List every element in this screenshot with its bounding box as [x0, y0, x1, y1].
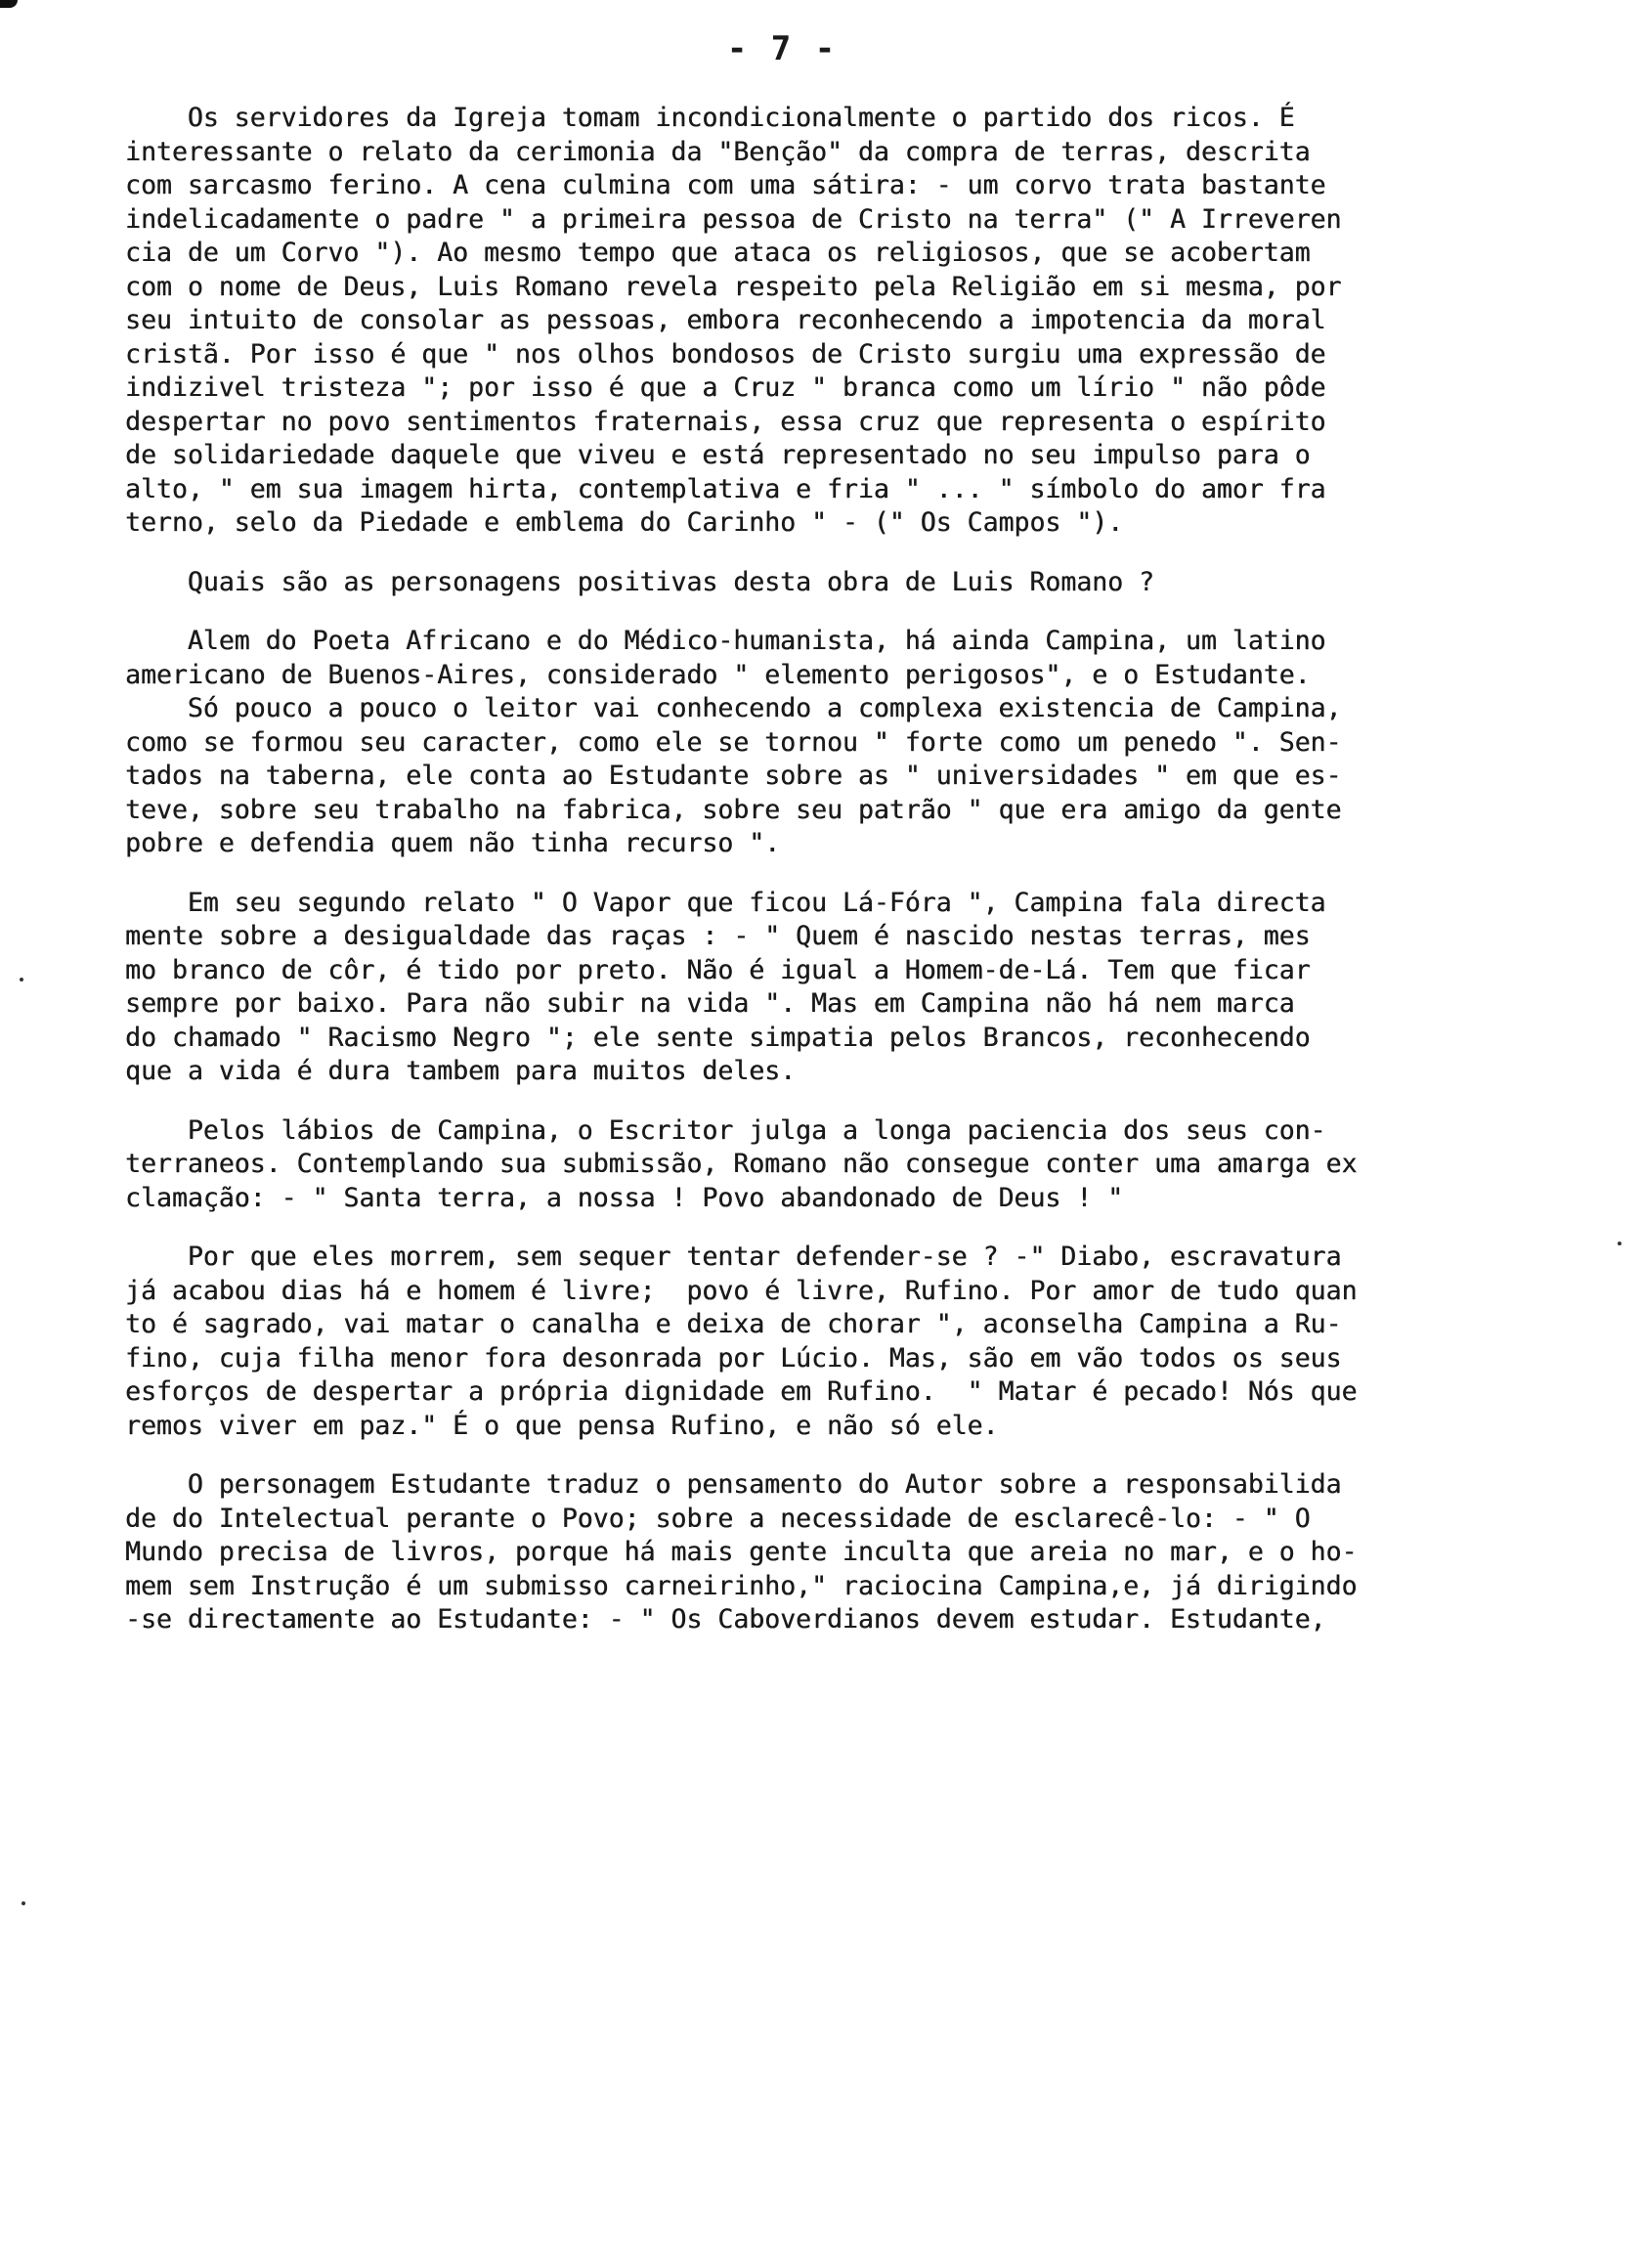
text-line: mo branco de côr, é tido por preto. Não é igual a Homem-de-Lá. Tem que ficar — [125, 954, 1311, 985]
paragraph — [125, 887, 1552, 1089]
paragraph — [125, 102, 1552, 541]
scan-speck — [1618, 1242, 1621, 1245]
text-line: de do Intelectual perante o Povo; sobre a necessidade de esclarecê-lo: - " O — [125, 1503, 1311, 1534]
text-line: esforços de despertar a própria dignidade em Rufino. " Matar é pecado! Nós que — [125, 1376, 1358, 1407]
text-line: como se formou seu caracter, como ele se tornou " forte como um penedo ". Sen- — [125, 726, 1342, 758]
text-line: fino, cuja filha menor fora desonrada por Lúcio. Mas, são em vão todos os seus — [125, 1342, 1342, 1374]
text-line: alto, " em sua imagem hirta, contemplativa e fria " ... " símbolo do amor fra — [125, 473, 1326, 504]
paragraph-gap — [125, 861, 1552, 887]
text-line: com sarcasmo ferino. A cena culmina com uma sátira: - um corvo trata bastante — [125, 170, 1326, 200]
text-line: Quais são as personagens positivas desta obra de Luis Romano ? — [187, 566, 1154, 597]
text-line: Por que eles morrem, sem sequer tentar defender-se ? -" Diabo, escravatura — [187, 1242, 1342, 1272]
text-line: cristã. Por isso é que " nos olhos bondosos de Cristo surgiu uma expressão de — [125, 338, 1326, 370]
text-line: seu intuito de consolar as pessoas, embora reconhecendo a impotencia da moral — [125, 305, 1326, 335]
scan-speck — [22, 1901, 25, 1905]
paragraph — [125, 1241, 1552, 1443]
scan-corner-mark — [0, 0, 18, 8]
text-line: americano de Buenos-Aires, considerado " elemento perigosos", e o Estudante. — [125, 659, 1311, 690]
text-line: despertar no povo sentimentos fraternais, essa cruz que representa o espírito — [125, 406, 1326, 437]
paragraph-gap — [125, 599, 1552, 625]
body-text — [125, 102, 1552, 1637]
text-line: teve, sobre seu trabalho na fabrica, sobre seu patrão " que era amigo da gente — [125, 794, 1342, 825]
text-line: tados na taberna, ele conta ao Estudante sobre as " universidades " em que es- — [125, 761, 1342, 791]
scan-speck — [20, 978, 23, 981]
text-line: Mundo precisa de livros, porque há mais gente inculta que areia no mar, e o ho- — [125, 1537, 1358, 1567]
paragraph-gap — [125, 1443, 1552, 1468]
text-line: Só pouco a pouco o leitor vai conhecendo a complexa existencia de Campina, — [187, 693, 1342, 723]
text-line: sempre por baixo. Para não subir na vida ". Mas em Campina não há nem marca — [125, 988, 1295, 1019]
text-line: interessante o relato da cerimonia da "Benção" da compra de terras, descrita — [125, 136, 1311, 167]
paragraph — [125, 566, 1552, 600]
paragraph — [125, 1468, 1552, 1637]
text-line: indizivel tristeza "; por isso é que a Cruz " branca como um lírio " não pôde — [125, 372, 1326, 403]
text-line: Em seu segundo relato " O Vapor que ficou Lá-Fóra ", Campina fala directa — [187, 887, 1326, 918]
text-line: Alem do Poeta Africano e do Médico-humanista, há ainda Campina, um latino — [187, 626, 1326, 656]
paragraph — [125, 625, 1552, 692]
text-line: O personagem Estudante traduz o pensamento do Autor sobre a responsabilida — [187, 1469, 1342, 1500]
text-line: pobre e defendia quem não tinha recurso ". — [125, 828, 781, 858]
text-line: já acabou dias há e homem é livre; povo é livre, Rufino. Por amor de tudo quan — [125, 1275, 1358, 1306]
text-line: indelicadamente o padre " a primeira pessoa de Cristo na terra" (" A Irreveren — [125, 203, 1342, 235]
text-line: terno, selo da Piedade e emblema do Carinho " - (" Os Campos "). — [125, 507, 1124, 538]
text-line: mem sem Instrução é um submisso carneirinho," raciocina Campina,e, já dirigindo — [125, 1570, 1358, 1601]
paragraph — [125, 692, 1552, 861]
text-line: que a vida é dura tambem para muitos deles. — [125, 1056, 797, 1086]
page-number: - 7 - — [726, 29, 838, 68]
text-line: mente sobre a desigualdade das raças : - " Quem é nascido nestas terras, mes — [125, 921, 1311, 951]
paragraph-gap — [125, 1089, 1552, 1114]
text-line: clamação: - " Santa terra, a nossa ! Povo abandonado de Deus ! " — [125, 1182, 1124, 1213]
paragraph-gap — [125, 1215, 1552, 1241]
text-line: Os servidores da Igreja tomam incondicionalmente o partido dos ricos. É — [187, 103, 1295, 133]
text-line: do chamado " Racismo Negro "; ele sente simpatia pelos Brancos, reconhecendo — [125, 1022, 1311, 1053]
text-line: to é sagrado, vai matar o canalha e deixa de chorar ", aconselha Campina a Ru- — [125, 1309, 1342, 1339]
paragraph-gap — [125, 541, 1552, 566]
text-line: de solidariedade daquele que viveu e está representado no seu impulso para o — [125, 440, 1311, 470]
text-line: -se directamente ao Estudante: - " Os Caboverdianos devem estudar. Estudante, — [125, 1604, 1326, 1635]
text-line: terraneos. Contemplando sua submissão, Romano não consegue conter uma amarga ex — [125, 1149, 1358, 1179]
text-line: remos viver em paz." É o que pensa Rufino, e não só ele. — [125, 1410, 999, 1441]
text-line: Pelos lábios de Campina, o Escritor julga a longa paciencia dos seus con- — [187, 1114, 1326, 1146]
text-line: cia de um Corvo "). Ao mesmo tempo que ataca os religiosos, que se acobertam — [125, 238, 1311, 268]
text-line: com o nome de Deus, Luis Romano revela respeito pela Religião em si mesma, por — [125, 271, 1342, 302]
paragraph — [125, 1114, 1552, 1216]
